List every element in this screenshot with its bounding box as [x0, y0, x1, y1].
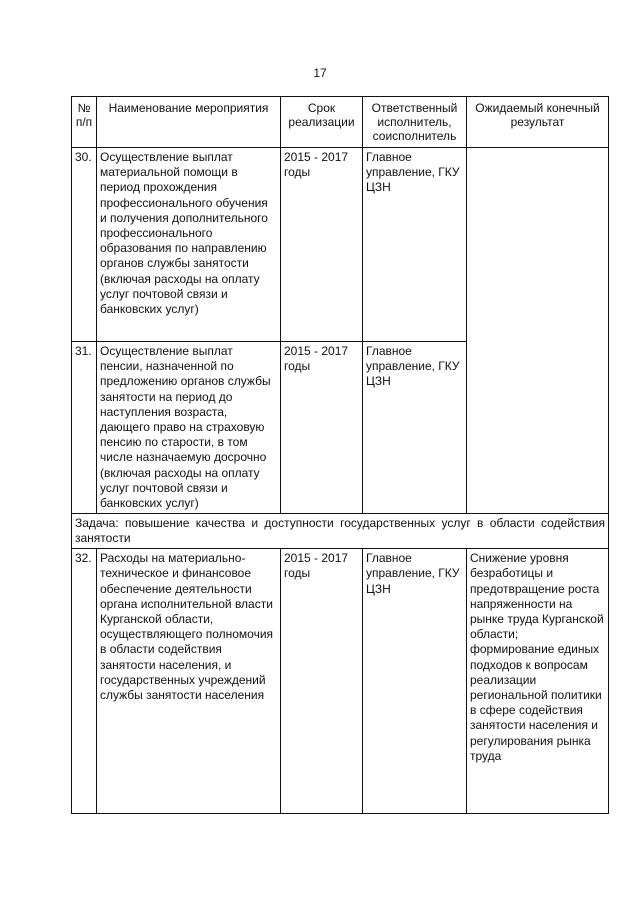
measures-table: [71, 96, 609, 814]
row-result-empty: [467, 148, 609, 514]
row-name: Осуществление выплат пенсии, назначенной по предложению органов службы занятости на период до наступления возраста, дающего право на страховую пенсию по старости, в том числе назначаемую досрочно (включая расходы на оплату услуг почтовой связи и банковских услуг): [97, 342, 281, 514]
task-row: [72, 514, 609, 549]
task-text: Задача: повышение качества и доступности государственных услуг в области содействия занятости: [72, 514, 609, 549]
header-num: № п/п: [72, 97, 97, 148]
table-header-row: [72, 97, 609, 148]
row-num: 31.: [72, 342, 97, 514]
row-num: 30.: [72, 148, 97, 342]
row-result: Снижение уровня безработицы и предотвращение роста напряженности на рынке труда Курганской области; формирование единых подходов к вопросам реализации региональной политики в сфере содействия занятости населения и регулирования рынка труда: [467, 549, 609, 814]
row-name: Расходы на материально-техническое и финансовое обеспечение деятельности органа исполнительной власти Курганской области, осуществляющего полномочия в области содействия занятости населения, и государственных учреждений службы занятости населения: [97, 549, 281, 814]
header-result: Ожидаемый конечный результат: [467, 97, 609, 148]
page-number: 17: [313, 66, 327, 80]
row-executor: Главное управление, ГКУ ЦЗН: [363, 342, 467, 514]
row-executor: Главное управление, ГКУ ЦЗН: [363, 549, 467, 814]
row-term: 2015 - 2017 годы: [281, 148, 363, 342]
row-executor: Главное управление, ГКУ ЦЗН: [363, 148, 467, 342]
row-term: 2015 - 2017 годы: [281, 549, 363, 814]
table-row: [72, 549, 609, 814]
header-executor: Ответственный исполнитель, соисполнитель: [363, 97, 467, 148]
table-row: [72, 148, 609, 342]
row-term: 2015 - 2017 годы: [281, 342, 363, 514]
header-term: Срок реализации: [281, 97, 363, 148]
row-num: 32.: [72, 549, 97, 814]
header-name: Наименование мероприятия: [97, 97, 281, 148]
row-name: Осуществление выплат материальной помощи в период прохождения профессионального обучения и получения дополнительного профессионального образования по направлению органов службы занятости (включая расходы на оплату услуг почтовой связи и банковских услуг): [97, 148, 281, 342]
